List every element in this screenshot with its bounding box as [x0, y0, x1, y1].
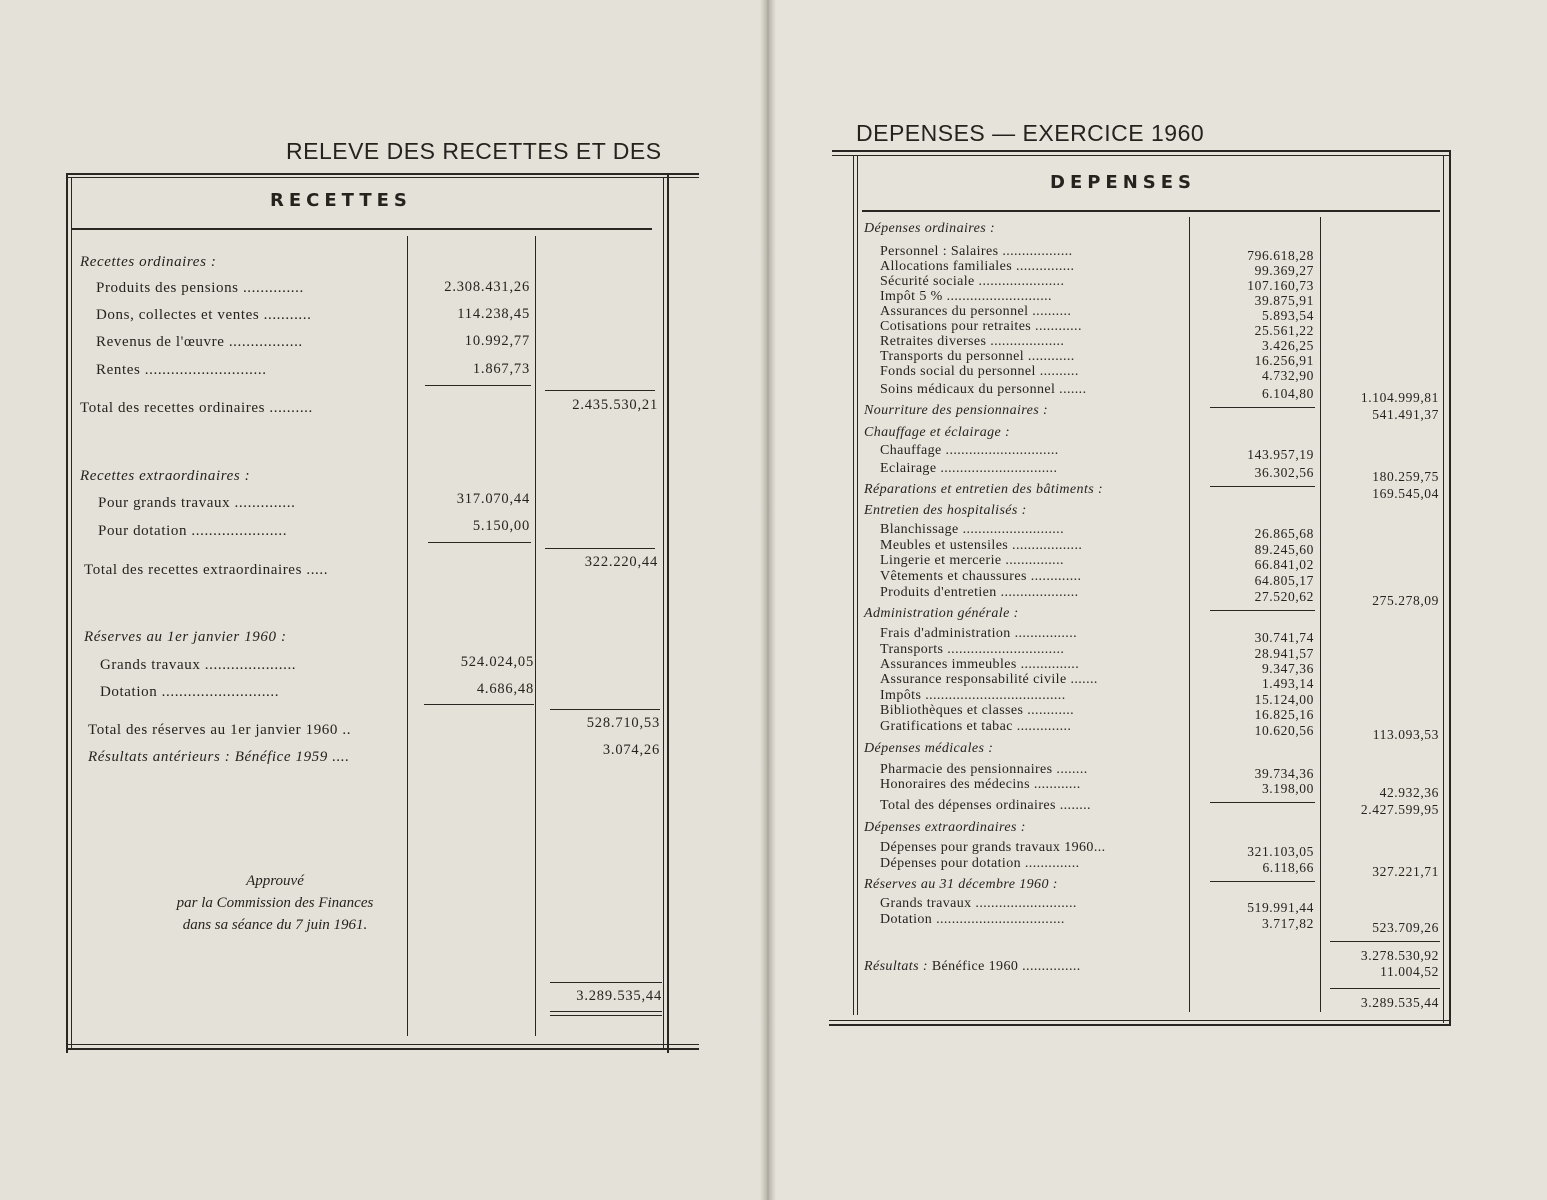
row-value: 26.865,68	[1254, 526, 1314, 541]
left-inner-border	[71, 177, 72, 1049]
right-left-inner	[853, 155, 854, 1015]
row-label: Vêtements et chaussures .............	[880, 569, 1082, 584]
section-label: Dépenses extraordinaires :	[864, 820, 1026, 835]
right-bottom-rule	[829, 1024, 1451, 1026]
row-label: Meubles et ustensiles ..................	[880, 538, 1083, 553]
row-label: Allocations familiales ...............	[880, 259, 1075, 274]
row-value: 3.426,25	[1261, 338, 1314, 353]
row-value: 10.620,56	[1254, 723, 1314, 738]
row-value: 6.118,66	[1262, 860, 1314, 875]
row-label: Dépenses pour grands travaux 1960...	[880, 840, 1106, 855]
row-value: 99.369,27	[1254, 263, 1314, 278]
row-label: Transports du personnel ............	[880, 349, 1075, 364]
row-label: Bibliothèques et classes ............	[880, 703, 1075, 718]
book-gutter	[760, 0, 776, 1200]
grand-total: 3.289.535,44	[1360, 995, 1439, 1010]
row-value: 3.717,82	[1261, 916, 1314, 931]
row-subtotal: 275.278,09	[1372, 593, 1439, 608]
section-label: Réparations et entretien des bâtiments :	[864, 482, 1104, 497]
row-label: Gratifications et tabac ..............	[880, 719, 1072, 734]
row-label: Rentes ............................	[96, 362, 267, 378]
depenses-header: DEPENSES	[1050, 172, 1197, 193]
row-label: Résultats antérieurs : Bénéfice 1959 ....	[88, 749, 350, 765]
left-top-rule-thin	[66, 177, 699, 178]
row-value: 528.710,53	[586, 715, 660, 731]
right-bottom-rule-thin	[829, 1020, 1451, 1021]
approval-note	[140, 870, 410, 936]
right-col2-divider	[1320, 217, 1321, 1012]
row-label: Chauffage .............................	[880, 443, 1059, 458]
row-value: 15.124,00	[1254, 692, 1314, 707]
row-value: 89.245,60	[1254, 542, 1314, 557]
row-value: 2.435.530,21	[572, 397, 658, 413]
row-value: 3.198,00	[1261, 781, 1314, 796]
row-label: Réserves au 1er janvier 1960 :	[84, 629, 287, 645]
grand-total: 3.289.535,44	[576, 988, 662, 1004]
right-right-outer	[1449, 150, 1451, 1026]
left-col2-divider	[535, 236, 536, 1036]
row-label: Retraites diverses ...................	[880, 334, 1065, 349]
total-rule	[1330, 988, 1440, 989]
left-bottom-rule	[66, 1048, 699, 1050]
row-subtotal: 327.221,71	[1372, 864, 1439, 879]
row-subtotal: 42.932,36	[1379, 785, 1439, 800]
row-subtotal: 180.259,75	[1372, 469, 1439, 484]
row-value: 321.103,05	[1247, 844, 1314, 859]
subtotal-rule	[1210, 407, 1315, 408]
row-value: 36.302,56	[1254, 465, 1314, 480]
right-top-rule-thin	[832, 155, 1451, 156]
row-value: 39.734,36	[1254, 766, 1314, 781]
row-value: 5.150,00	[472, 518, 530, 534]
result-value: 11.004,52	[1380, 964, 1439, 979]
subtotal-rule	[1330, 941, 1440, 942]
row-label: Grands travaux .....................	[100, 657, 297, 673]
row-label: Blanchissage ..........................	[880, 522, 1064, 537]
subtotal-rule	[1210, 610, 1315, 611]
row-value: 30.741,74	[1254, 630, 1314, 645]
section-label: Administration générale :	[864, 606, 1019, 621]
total-rule	[550, 982, 662, 983]
row-value: 524.024,05	[460, 654, 534, 670]
left-page	[0, 0, 768, 1200]
row-label: Fonds social du personnel ..........	[880, 364, 1079, 379]
right-col1-divider	[1189, 217, 1190, 1012]
row-value: 16.256,91	[1254, 353, 1314, 368]
row-value: 1.493,14	[1261, 676, 1314, 691]
approval-line: Approuvé	[246, 873, 304, 889]
row-value: 16.825,16	[1254, 707, 1314, 722]
row-label: Produits des pensions ..............	[96, 280, 304, 296]
row-label: Total des recettes extraordinaires .....	[84, 562, 329, 578]
row-value: 66.841,02	[1254, 557, 1314, 572]
row-value: 322.220,44	[584, 554, 658, 570]
row-label: Total des réserves au 1er janvier 1960 ..	[88, 722, 352, 738]
subtotal-rule	[424, 704, 534, 705]
result-label	[864, 959, 1081, 974]
row-label: Recettes ordinaires :	[80, 254, 217, 270]
left-title: RELEVE DES RECETTES ET DES	[286, 138, 662, 164]
approval-line: dans sa séance du 7 juin 1961.	[182, 917, 368, 933]
row-label: Produits d'entretien ....................	[880, 585, 1079, 600]
row-label: Grands travaux ..........................	[880, 896, 1077, 911]
row-subtotal: 169.545,04	[1372, 486, 1439, 501]
right-right-inner	[1443, 155, 1444, 1023]
row-label: Dons, collectes et ventes ...........	[96, 307, 312, 323]
row-value: 114.238,45	[457, 306, 530, 322]
row-label: Dépenses pour dotation ..............	[880, 856, 1080, 871]
section-label: Entretien des hospitalisés :	[864, 503, 1027, 518]
section-label: Dépenses ordinaires :	[864, 221, 996, 236]
row-value: 6.104,80	[1261, 386, 1314, 401]
subtotal-rule	[425, 385, 531, 386]
row-label: Lingerie et mercerie ...............	[880, 553, 1064, 568]
row-value: 796.618,28	[1247, 248, 1314, 263]
subtotal-rule	[550, 709, 660, 710]
row-value: 5.893,54	[1261, 308, 1314, 323]
section-label: Dépenses médicales :	[864, 741, 994, 756]
left-right-inner	[663, 177, 664, 1049]
row-label: Recettes extraordinaires :	[80, 468, 251, 484]
row-label: Assurance responsabilité civile .......	[880, 672, 1098, 687]
row-subtotal: 113.093,53	[1372, 727, 1439, 742]
right-header-rule	[862, 210, 1440, 212]
row-label: Personnel : Salaires ..................	[880, 244, 1073, 259]
subtotal-rule	[428, 542, 531, 543]
row-subtotal: 1.104.999,81	[1360, 390, 1439, 405]
result-label-text: Bénéfice 1960 ...............	[931, 959, 1081, 974]
row-value: 28.941,57	[1254, 646, 1314, 661]
right-left-inner2	[857, 155, 858, 1015]
row-value: 3.074,26	[602, 742, 660, 758]
subtotal-rule	[1210, 881, 1315, 882]
section-label: Réserves au 31 décembre 1960 :	[864, 877, 1058, 892]
row-value: 107.160,73	[1247, 278, 1314, 293]
row-label: Soins médicaux du personnel .......	[880, 382, 1087, 397]
row-label: Total des dépenses ordinaires ........	[880, 798, 1091, 813]
section-label: Nourriture des pensionnaires :	[864, 403, 1049, 418]
row-label: Transports ..............................	[880, 642, 1065, 657]
row-label: Pour dotation ......................	[98, 523, 288, 539]
row-value: 1.867,73	[472, 361, 530, 377]
row-value: 4.732,90	[1261, 368, 1314, 383]
row-label: Assurances du personnel ..........	[880, 304, 1072, 319]
row-value: 143.957,19	[1247, 447, 1314, 462]
row-value: 519.991,44	[1247, 900, 1314, 915]
row-value: 9.347,36	[1261, 661, 1314, 676]
row-label: Pour grands travaux ..............	[98, 495, 296, 511]
row-subtotal: 523.709,26	[1372, 920, 1439, 935]
row-subtotal: 541.491,37	[1372, 407, 1439, 422]
total-double-rule	[550, 1015, 662, 1016]
row-value: 4.686,48	[476, 681, 534, 697]
left-right-outer	[667, 173, 669, 1053]
right-top-rule	[832, 150, 1451, 152]
row-label: Eclairage ..............................	[880, 461, 1058, 476]
row-value: 2.308.431,26	[444, 279, 530, 295]
row-label: Revenus de l'œuvre .................	[96, 334, 303, 350]
result-label-italic: Résultats :	[864, 959, 928, 974]
row-value: 317.070,44	[456, 491, 530, 507]
row-label: Dotation ...........................	[100, 684, 280, 700]
subtotal-rule	[1210, 802, 1315, 803]
subtotal-rule	[545, 548, 655, 549]
row-label: Total des recettes ordinaires ..........	[80, 400, 313, 416]
row-label: Impôt 5 % ...........................	[880, 289, 1052, 304]
section-label: Chauffage et éclairage :	[864, 425, 1011, 440]
row-label: Dotation .................................	[880, 912, 1065, 927]
right-title: DEPENSES — EXERCICE 1960	[856, 120, 1205, 146]
row-label: Frais d'administration ................	[880, 626, 1077, 641]
row-value: 10.992,77	[464, 333, 530, 349]
row-label: Impôts ....................................	[880, 688, 1066, 703]
row-label: Cotisations pour retraites ............	[880, 319, 1082, 334]
row-label: Sécurité sociale ......................	[880, 274, 1065, 289]
row-label: Assurances immeubles ...............	[880, 657, 1080, 672]
recettes-header: RECETTES	[270, 190, 412, 211]
left-top-rule	[66, 173, 699, 175]
row-value: 25.561,22	[1254, 323, 1314, 338]
row-label: Pharmacie des pensionnaires ........	[880, 762, 1088, 777]
row-label: Honoraires des médecins ............	[880, 777, 1081, 792]
row-subtotal: 2.427.599,95	[1360, 802, 1439, 817]
subtotal-rule	[545, 390, 655, 391]
left-header-rule	[72, 228, 652, 230]
subtotal-rule	[1210, 486, 1315, 487]
left-bottom-rule-thin	[66, 1044, 699, 1045]
row-value: 27.520,62	[1254, 589, 1314, 604]
approval-line: par la Commission des Finances	[176, 895, 374, 911]
left-outer-border	[66, 173, 68, 1053]
row-value: 64.805,17	[1254, 573, 1314, 588]
total-double-rule	[550, 1011, 662, 1012]
subtotal-value: 3.278.530,92	[1360, 948, 1439, 963]
row-value: 39.875,91	[1254, 293, 1314, 308]
